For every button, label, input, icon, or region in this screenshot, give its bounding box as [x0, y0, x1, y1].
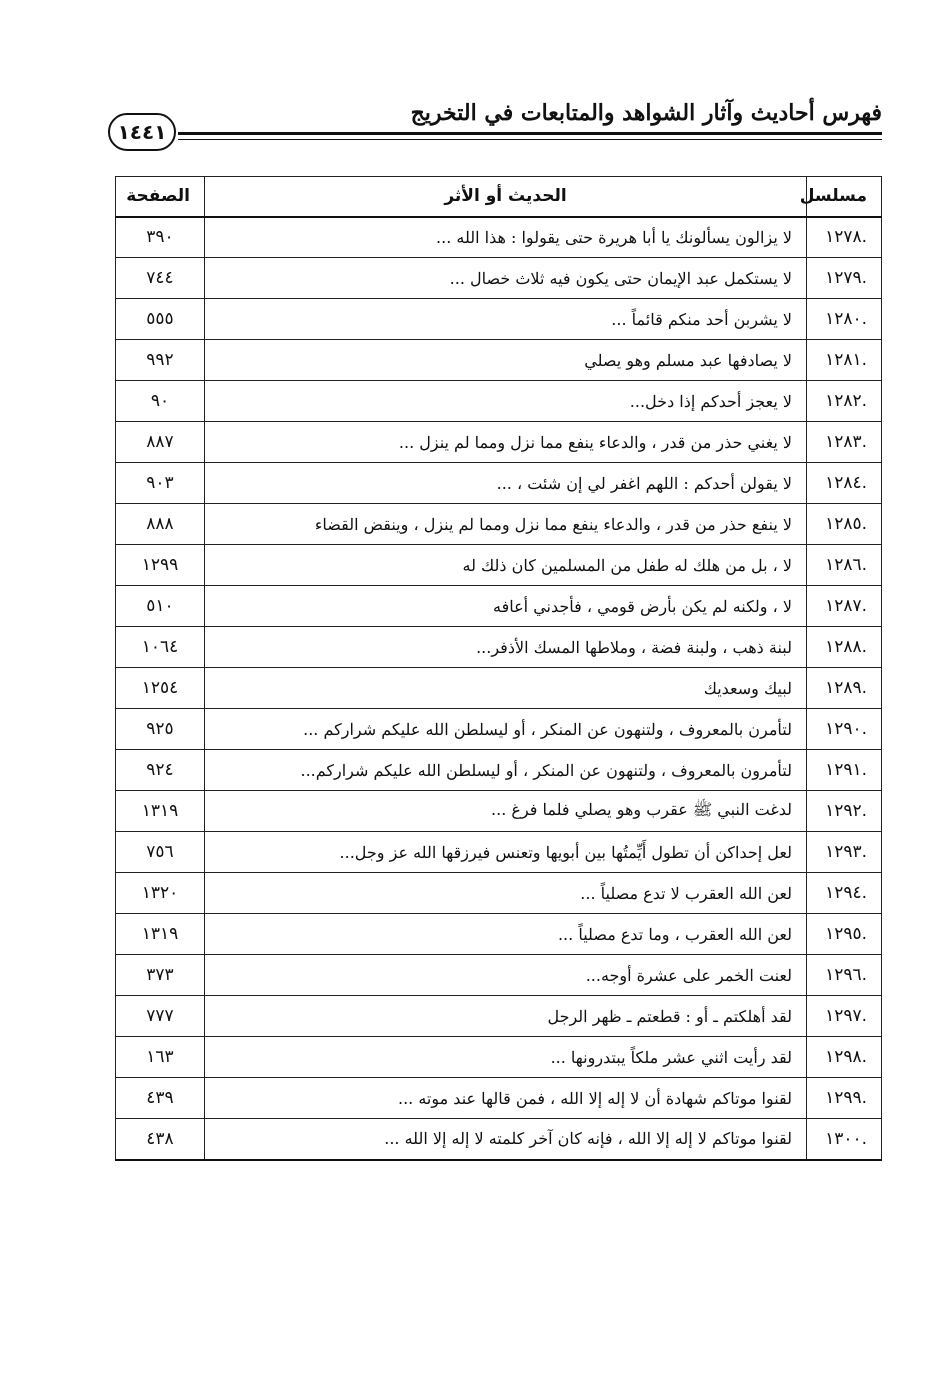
- row-page-number: ١٠٦٤: [116, 627, 205, 668]
- row-serial: .١٢٨٩: [807, 668, 882, 709]
- row-hadith-text: لا ، بل من هلك له طفل من المسلمين كان ذلك له: [205, 545, 807, 586]
- row-page-number: ٤٣٩: [116, 1078, 205, 1119]
- row-page-number: ٩٠٣: [116, 463, 205, 504]
- row-serial: .١٢٨٤: [807, 463, 882, 504]
- row-hadith-text: لعن الله العقرب ، وما تدع مصلياً ...: [205, 914, 807, 955]
- row-hadith-text: لا يقولن أحدكم : اللهم اغفر لي إن شئت ، ...: [205, 463, 807, 504]
- table-row: [116, 545, 882, 586]
- row-page-number: ٧٤٤: [116, 258, 205, 299]
- row-serial: .١٢٨٨: [807, 627, 882, 668]
- table-row: [116, 463, 882, 504]
- running-header: [108, 96, 882, 156]
- table-row: [116, 955, 882, 996]
- table-row: [116, 1119, 882, 1160]
- row-serial: .١٢٨٦: [807, 545, 882, 586]
- row-hadith-text: لعن الله العقرب لا تدع مصلياً ...: [205, 873, 807, 914]
- row-page-number: ٣٩٠: [116, 217, 205, 258]
- table-row: [116, 1037, 882, 1078]
- table-body: [116, 217, 882, 1160]
- table-row: [116, 340, 882, 381]
- row-serial: .١٢٩٢: [807, 791, 882, 832]
- row-hadith-text: لتأمرون بالمعروف ، ولتنهون عن المنكر ، أو ليسلطن الله عليكم شراركم...: [205, 750, 807, 791]
- hadith-index-table: [115, 176, 882, 1161]
- row-page-number: ٧٧٧: [116, 996, 205, 1037]
- row-serial: .١٢٧٩: [807, 258, 882, 299]
- row-hadith-text: لبيك وسعديك: [205, 668, 807, 709]
- row-page-number: ١٦٣: [116, 1037, 205, 1078]
- row-hadith-text: لا يعجز أحدكم إذا دخل...: [205, 381, 807, 422]
- table-row: [116, 299, 882, 340]
- row-page-number: ٥٥٥: [116, 299, 205, 340]
- row-serial: .١٢٩٣: [807, 832, 882, 873]
- row-serial: .١٢٨١: [807, 340, 882, 381]
- row-page-number: ١٢٩٩: [116, 545, 205, 586]
- table-row: [116, 709, 882, 750]
- row-serial: .١٢٨٥: [807, 504, 882, 545]
- header-title: فهرس أحاديث وآثار الشواهد والمتابعات في التخريج: [410, 100, 882, 126]
- row-hadith-text: لدغت النبي ﷺ عقرب وهو يصلي فلما فرغ ...: [205, 791, 807, 832]
- row-serial: .١٢٨٠: [807, 299, 882, 340]
- row-serial: .١٢٩٦: [807, 955, 882, 996]
- row-hadith-text: لا ينفع حذر من قدر ، والدعاء ينفع مما نزل ومما لم ينزل ، وينقض القضاء: [205, 504, 807, 545]
- table-row: [116, 504, 882, 545]
- table-row: [116, 258, 882, 299]
- row-serial: .١٢٧٨: [807, 217, 882, 258]
- table-row: [116, 586, 882, 627]
- row-page-number: ٤٣٨: [116, 1119, 205, 1160]
- table-row: [116, 668, 882, 709]
- row-hadith-text: لقنوا موتاكم شهادة أن لا إله إلا الله ، فمن قالها عند موته ...: [205, 1078, 807, 1119]
- row-serial: .١٢٨٢: [807, 381, 882, 422]
- row-page-number: ١٢٥٤: [116, 668, 205, 709]
- table-row: [116, 832, 882, 873]
- table-row: [116, 217, 882, 258]
- row-serial: .١٢٩١: [807, 750, 882, 791]
- row-hadith-text: لقد رأيت اثني عشر ملكاً يبتدرونها ...: [205, 1037, 807, 1078]
- row-serial: .١٢٩٠: [807, 709, 882, 750]
- row-page-number: ١٣١٩: [116, 791, 205, 832]
- row-serial: .١٢٩٨: [807, 1037, 882, 1078]
- row-hadith-text: لا يصادفها عبد مسلم وهو يصلي: [205, 340, 807, 381]
- table-row: [116, 873, 882, 914]
- row-serial: .١٢٨٣: [807, 422, 882, 463]
- table-row: [116, 1078, 882, 1119]
- row-hadith-text: لا يشربن أحد منكم قائماً ...: [205, 299, 807, 340]
- row-hadith-text: لقد أهلكتم ـ أو : قطعتم ـ ظهر الرجل: [205, 996, 807, 1037]
- row-page-number: ٩٩٢: [116, 340, 205, 381]
- row-page-number: ١٣٢٠: [116, 873, 205, 914]
- row-page-number: ٩٠: [116, 381, 205, 422]
- table-header-row: [116, 177, 882, 217]
- header-rule: [178, 132, 882, 140]
- row-page-number: ٨٨٧: [116, 422, 205, 463]
- row-serial: .١٣٠٠: [807, 1119, 882, 1160]
- table-row: [116, 996, 882, 1037]
- row-hadith-text: لا يستكمل عبد الإيمان حتى يكون فيه ثلاث خصال ...: [205, 258, 807, 299]
- row-serial: .١٢٩٧: [807, 996, 882, 1037]
- table-row: [116, 914, 882, 955]
- row-page-number: ٩٢٤: [116, 750, 205, 791]
- page-number-badge: ١٤٤١: [108, 113, 176, 151]
- row-hadith-text: لا يزالون يسألونك يا أبا هريرة حتى يقولوا : هذا الله ...: [205, 217, 807, 258]
- row-hadith-text: لبنة ذهب ، ولبنة فضة ، وملاطها المسك الأذفر...: [205, 627, 807, 668]
- row-hadith-text: لعل إحداكن أن تطول أَيِّمتُها بين أبويها وتعنس فيرزقها الله عز وجل...: [205, 832, 807, 873]
- table-row: [116, 791, 882, 832]
- row-hadith-text: لا ، ولكنه لم يكن بأرض قومي ، فأجدني أعافه: [205, 586, 807, 627]
- table-row: [116, 422, 882, 463]
- row-page-number: ١٣١٩: [116, 914, 205, 955]
- row-serial: .١٢٩٥: [807, 914, 882, 955]
- table-row: [116, 381, 882, 422]
- row-hadith-text: لا يغني حذر من قدر ، والدعاء ينفع مما نزل ومما لم ينزل ...: [205, 422, 807, 463]
- row-page-number: ٨٨٨: [116, 504, 205, 545]
- row-serial: .١٢٨٧: [807, 586, 882, 627]
- table-row: [116, 627, 882, 668]
- row-hadith-text: لتأمرن بالمعروف ، ولتنهون عن المنكر ، أو ليسلطن الله عليكم شراركم ...: [205, 709, 807, 750]
- row-hadith-text: لعنت الخمر على عشرة أوجه...: [205, 955, 807, 996]
- table-row: [116, 750, 882, 791]
- row-serial: .١٢٩٩: [807, 1078, 882, 1119]
- row-page-number: ٥١٠: [116, 586, 205, 627]
- column-header-text: الحديث أو الأثر: [205, 177, 807, 217]
- row-page-number: ٩٢٥: [116, 709, 205, 750]
- row-hadith-text: لقنوا موتاكم لا إله إلا الله ، فإنه كان آخر كلمته لا إله إلا الله ...: [205, 1119, 807, 1160]
- row-page-number: ٣٧٣: [116, 955, 205, 996]
- column-header-page: الصفحة: [116, 177, 205, 217]
- row-page-number: ٧٥٦: [116, 832, 205, 873]
- column-header-serial: مسلسل: [807, 177, 882, 217]
- row-serial: .١٢٩٤: [807, 873, 882, 914]
